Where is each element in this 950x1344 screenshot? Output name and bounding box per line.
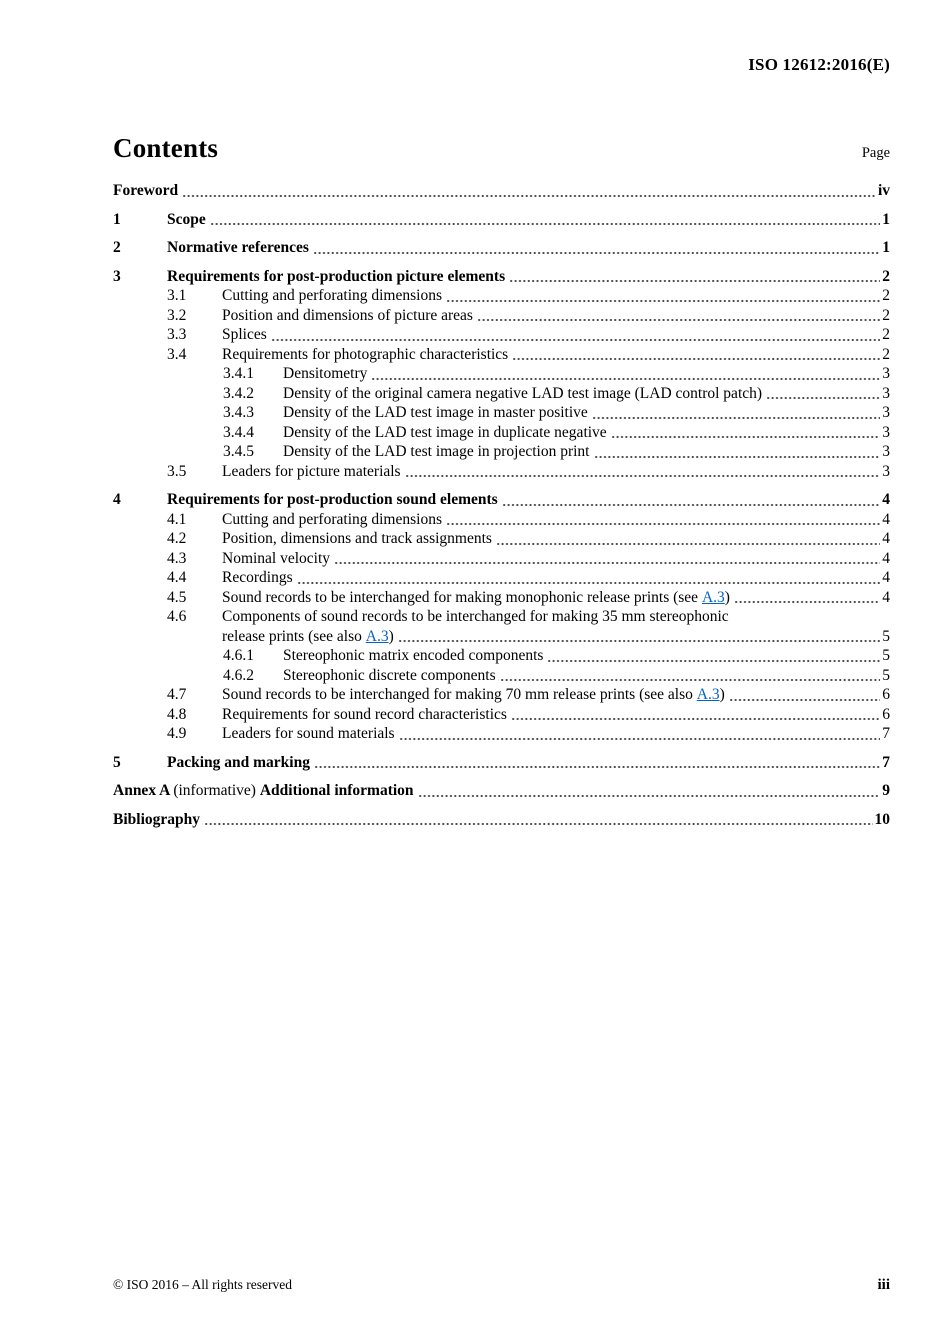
entry-text: Packing and marking: [167, 753, 310, 771]
entry-page-number: 3: [882, 462, 890, 480]
dot-leader: [371, 377, 880, 381]
entry-number: 4: [113, 491, 121, 508]
entry-page-number: 2: [882, 306, 890, 324]
entry-line: [167, 210, 890, 230]
table-of-contents: [113, 181, 890, 829]
dot-leader: [502, 503, 881, 507]
entry-page-number: 4: [882, 588, 890, 606]
dot-leader: [398, 639, 881, 643]
entry-number: 3.4.3: [223, 404, 254, 421]
entry-text: Additional information: [259, 782, 414, 799]
entry-page-number: 2: [882, 287, 890, 304]
entry-text: Density of the LAD test image in master positive: [283, 404, 588, 421]
entry-line: [222, 529, 890, 549]
entry-line: [222, 549, 890, 569]
entry-text: ): [724, 588, 730, 606]
toc-entry: [113, 286, 890, 306]
toc-entry: [113, 510, 890, 530]
document-page: [113, 0, 890, 1344]
entry-number: 4.6: [167, 608, 187, 625]
entry-line: [222, 627, 890, 647]
entry-line: [167, 490, 890, 510]
entry-page-number: 2: [882, 267, 890, 285]
entry-content: [167, 210, 890, 230]
dot-leader: [313, 251, 880, 255]
entry-content: [113, 181, 890, 201]
entry-line: [113, 181, 890, 201]
entry-page-number: 3: [882, 365, 890, 382]
entry-text: release prints (see also: [222, 627, 366, 645]
entry-content: [222, 549, 890, 569]
entry-line: [222, 462, 890, 482]
toc-entry: [113, 724, 890, 744]
entry-text: Density of the LAD test image in projection print: [283, 443, 590, 460]
entry-line: [222, 345, 890, 365]
entry-line: [222, 510, 890, 530]
entry-content: [167, 238, 890, 258]
dot-leader: [496, 542, 880, 546]
entry-content: [167, 753, 890, 773]
entry-text: Bibliography: [113, 810, 200, 828]
entry-page-number: 5: [882, 627, 890, 645]
entry-number: 4.6.1: [223, 647, 254, 664]
entry-text: Normative references: [167, 239, 309, 256]
entry-text: Position and dimensions of picture areas: [222, 306, 473, 324]
entry-number: 3.4.1: [223, 365, 254, 382]
entry-content: [113, 781, 890, 801]
dot-leader: [446, 299, 880, 303]
entry-content: [283, 384, 890, 404]
entry-number: 3.4: [167, 345, 187, 363]
entry-text: Leaders for picture materials: [222, 462, 401, 480]
toc-entry: [113, 588, 890, 608]
toc-entry: [113, 529, 890, 549]
entry-content: [283, 364, 890, 384]
entry-content: [222, 306, 890, 326]
entry-content: [222, 286, 890, 306]
entry-line: [222, 306, 890, 326]
entry-text: Sound records to be interchanged for making 70 mm release prints (see also: [222, 686, 697, 703]
entry-number: 4.2: [167, 530, 187, 547]
cross-reference-link-a3[interactable]: A.3: [696, 686, 720, 703]
entry-number: 4.7: [167, 686, 187, 703]
entry-text: Requirements for sound record characteristics: [222, 705, 507, 723]
entry-page-number: 3: [882, 423, 890, 441]
entry-number: 4.9: [167, 725, 187, 742]
entry-page-number: 4: [882, 530, 890, 547]
dot-leader: [334, 561, 880, 565]
entry-line: [222, 685, 890, 705]
entry-text: Scope: [167, 210, 206, 228]
entry-page-number: 9: [882, 782, 890, 799]
entry-line: [222, 568, 890, 588]
contents-title-row: [113, 133, 890, 164]
toc-entry: [113, 810, 890, 830]
entry-page-number: 4: [882, 491, 890, 508]
toc-entry: [113, 306, 890, 326]
entry-number: 3.3: [167, 326, 187, 343]
entry-number: 4.4: [167, 569, 187, 586]
dot-leader: [511, 717, 880, 721]
dot-leader: [314, 765, 880, 769]
entry-text: Requirements for photographic characteristics: [222, 345, 509, 363]
entry-text: Cutting and perforating dimensions: [222, 287, 442, 304]
toc-entry: [113, 781, 890, 801]
entry-page-number: 4: [882, 510, 890, 528]
entry-page-number: 6: [882, 686, 890, 703]
entry-number: 3.5: [167, 462, 187, 480]
toc-entry: [113, 210, 890, 230]
entry-text: ): [388, 627, 394, 645]
entry-content: [222, 685, 890, 705]
entry-line: [283, 364, 890, 384]
copyright-notice: © ISO 2016 – All rights reserved: [113, 1277, 292, 1292]
entry-line: [222, 588, 890, 608]
entry-content: [222, 724, 890, 744]
entry-content: [283, 442, 890, 462]
entry-page-number: 1: [882, 210, 890, 228]
page-title: Contents: [113, 133, 219, 163]
dot-leader: [297, 581, 881, 585]
dot-leader: [210, 222, 881, 226]
entry-text: Stereophonic matrix encoded components: [283, 647, 544, 664]
entry-content: [222, 607, 890, 646]
dot-leader: [446, 522, 880, 526]
toc-entry: [113, 267, 890, 287]
dot-leader: [182, 194, 876, 198]
toc-entry: [113, 384, 890, 404]
entry-content: [222, 705, 890, 725]
entry-number: 3.4.5: [223, 443, 254, 460]
entry-page-number: 2: [882, 326, 890, 343]
entry-page-number: 10: [874, 810, 890, 828]
entry-line: [283, 666, 890, 686]
entry-content: [222, 510, 890, 530]
entry-text: Requirements for post-production picture elements: [167, 267, 506, 285]
folio-page-number: iii: [877, 1277, 890, 1293]
entry-line: [283, 646, 890, 666]
entry-text: Stereophonic discrete components: [283, 666, 496, 684]
entry-content: [113, 810, 890, 830]
entry-number: 4.1: [167, 510, 187, 528]
entry-page-number: 3: [882, 384, 890, 402]
entry-content: [222, 462, 890, 482]
dot-leader: [594, 455, 881, 459]
dot-leader: [418, 794, 881, 798]
entry-text: Annex A: [113, 782, 174, 799]
entry-line: [222, 286, 890, 306]
toc-entry: [113, 364, 890, 384]
entry-text: Requirements for post-production sound elements: [167, 491, 498, 508]
dot-leader: [509, 279, 880, 283]
entry-line: [283, 403, 890, 423]
entry-text: ): [719, 686, 725, 703]
cross-reference-link-a3[interactable]: A.3: [701, 588, 725, 606]
toc-entry: [113, 705, 890, 725]
entry-text: Leaders for sound materials: [222, 725, 395, 742]
cross-reference-link-a3[interactable]: A.3: [365, 627, 389, 645]
entry-content: [222, 588, 890, 608]
entry-page-number: 5: [882, 647, 890, 664]
entry-text: Nominal velocity: [222, 549, 331, 567]
toc-entry: [113, 423, 890, 443]
page-footer: [113, 1277, 890, 1294]
entry-number: 3: [113, 267, 121, 285]
dot-leader: [500, 678, 881, 682]
toc-entry: [113, 685, 890, 705]
entry-page-number: 5: [882, 666, 890, 684]
entry-text: Density of the LAD test image in duplicate negative: [283, 423, 607, 441]
toc-entry: [113, 442, 890, 462]
entry-content: [283, 666, 890, 686]
entry-content: [167, 490, 890, 510]
entry-line: [167, 753, 890, 773]
entry-page-number: 4: [882, 549, 890, 567]
entry-text: Densitometry: [283, 365, 368, 382]
dot-leader: [592, 416, 880, 420]
toc-entry: [113, 666, 890, 686]
entry-page-number: 7: [882, 725, 890, 742]
entry-line: [222, 705, 890, 725]
entry-line: [167, 267, 890, 287]
entry-number: 4.8: [167, 705, 187, 723]
entry-page-number: iv: [877, 182, 890, 199]
toc-entry: [113, 646, 890, 666]
dot-leader: [611, 435, 881, 439]
entry-line: [283, 442, 890, 462]
entry-text: Position, dimensions and track assignments: [222, 530, 492, 547]
entry-page-number: 3: [882, 404, 890, 421]
page-column-label: Page: [861, 145, 890, 161]
entry-line: [222, 325, 890, 345]
entry-text: Cutting and perforating dimensions: [222, 510, 442, 528]
entry-number: 3.4.2: [223, 384, 254, 402]
entry-content: [222, 345, 890, 365]
entry-number: 3.2: [167, 306, 187, 324]
toc-entry: [113, 462, 890, 482]
entry-number: 5: [113, 753, 121, 771]
dot-leader: [729, 698, 880, 702]
toc-entry: [113, 403, 890, 423]
entry-page-number: 1: [882, 239, 890, 256]
dot-leader: [512, 357, 880, 361]
toc-entry: [113, 607, 890, 646]
entry-number: 2: [113, 239, 121, 256]
entry-content: [167, 267, 890, 287]
toc-entry: [113, 238, 890, 258]
document-reference: ISO 12612:2016(E): [748, 55, 890, 74]
dot-leader: [547, 659, 880, 663]
entry-text: Recordings: [222, 569, 293, 586]
entry-number: 1: [113, 210, 121, 228]
entry-line: [222, 724, 890, 744]
toc-entry: [113, 181, 890, 201]
entry-content: [283, 423, 890, 443]
entry-content: [283, 403, 890, 423]
entry-page-number: 2: [882, 345, 890, 363]
entry-line: [113, 781, 890, 801]
entry-page-number: 6: [882, 705, 890, 723]
dot-leader: [766, 396, 880, 400]
entry-number: 3.1: [167, 287, 187, 304]
dot-leader: [734, 600, 880, 604]
entry-content: [222, 568, 890, 588]
entry-text: Density of the original camera negative LAD test image (LAD control patch): [283, 384, 763, 402]
dot-leader: [405, 474, 881, 478]
dot-leader: [271, 338, 880, 342]
entry-number: 4.3: [167, 549, 187, 567]
entry-line: [113, 810, 890, 830]
toc-entry: [113, 549, 890, 569]
entry-page-number: 7: [882, 753, 890, 771]
entry-line: [167, 238, 890, 258]
toc-entry: [113, 325, 890, 345]
entry-number: 4.6.2: [223, 666, 254, 684]
entry-text: Splices: [222, 326, 267, 343]
entry-page-number: 4: [882, 569, 890, 586]
toc-entry: [113, 753, 890, 773]
entry-text: Foreword: [113, 182, 179, 199]
dot-leader: [477, 318, 880, 322]
entry-content: [222, 529, 890, 549]
entry-line: [283, 384, 890, 404]
toc-entry: [113, 568, 890, 588]
toc-entry: [113, 490, 890, 510]
entry-number: 3.4.4: [223, 423, 254, 441]
entry-number: 4.5: [167, 588, 187, 606]
entry-page-number: 3: [882, 443, 890, 460]
entry-line: [222, 607, 890, 627]
entry-text: Components of sound records to be interchanged for making 35 mm stereophonic: [222, 608, 729, 625]
entry-line: [283, 423, 890, 443]
dot-leader: [204, 822, 873, 826]
dot-leader: [399, 737, 881, 741]
toc-entry: [113, 345, 890, 365]
entry-content: [283, 646, 890, 666]
entry-text: Sound records to be interchanged for making monophonic release prints (see: [222, 588, 702, 606]
entry-content: [222, 325, 890, 345]
entry-text: (informative): [173, 782, 260, 799]
